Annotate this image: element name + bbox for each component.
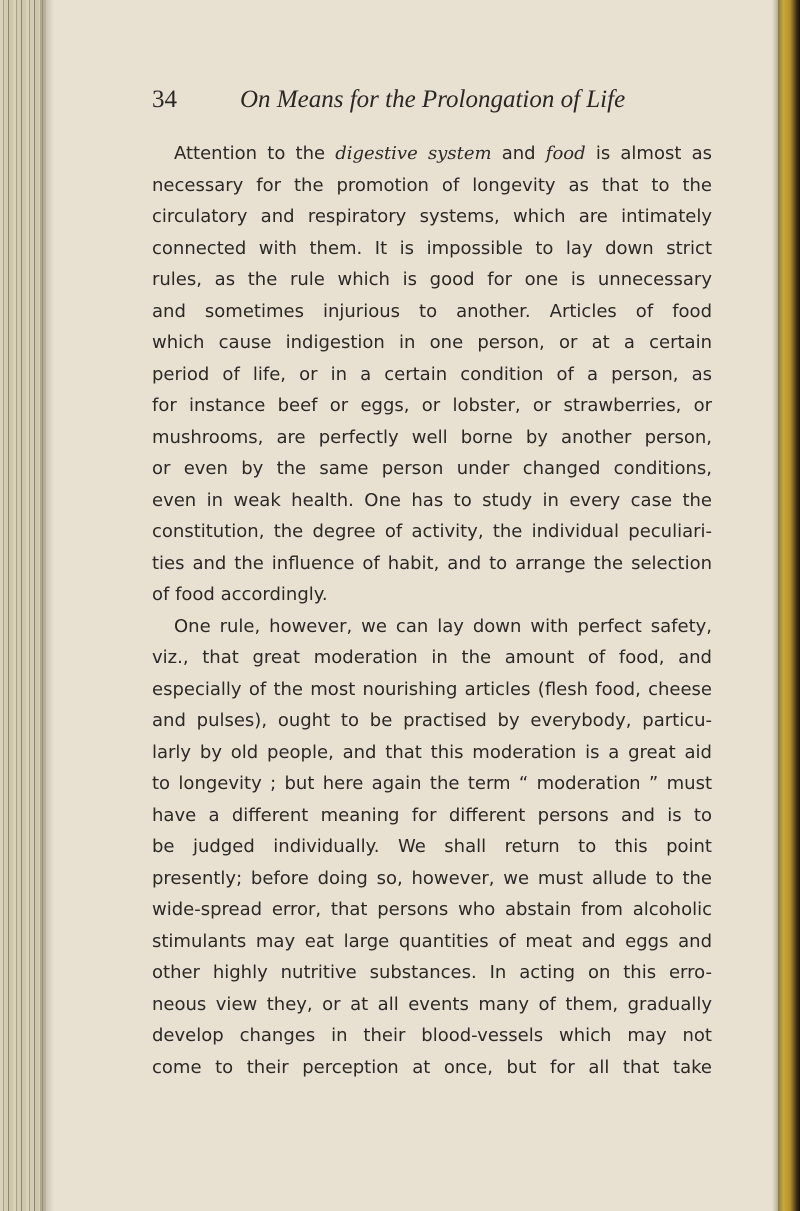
- emphasis: digestive system: [335, 143, 492, 164]
- text-line: of food accordingly.: [152, 584, 328, 605]
- paragraph: [152, 138, 712, 611]
- text-line: ties and the influence of habit, and to arrange the selection: [152, 552, 712, 574]
- text-line: for instance beef or eggs, or lobster, or strawberries, or: [152, 395, 712, 416]
- text-line: neous view they, or at all events many of them, gradually: [152, 993, 712, 1015]
- text-line: One rule, however, we can lay down with perfect safety,: [174, 615, 712, 637]
- text-line: have a different meaning for different persons and is to: [152, 804, 712, 826]
- text-line: necessary for the promotion of longevity as that to the: [152, 174, 712, 196]
- paragraph: [152, 611, 712, 1084]
- text-line: constitution, the degree of activity, the individual peculiari-: [152, 521, 712, 542]
- text-line: which cause indigestion in one person, or at a certain: [152, 332, 712, 353]
- emphasis: food: [545, 143, 586, 164]
- page-number: 34: [152, 86, 177, 113]
- text-line: viz., that great moderation in the amount of food, and: [152, 647, 712, 668]
- text-line: be judged individually. We shall return to this point: [152, 836, 712, 857]
- text-line: mushrooms, are perfectly well borne by another person,: [152, 426, 712, 448]
- text-line: and pulses), ought to be practised by everybody, particu-: [152, 710, 712, 731]
- page-header: [152, 86, 712, 138]
- gutter-shadow: [40, 0, 54, 1211]
- text-line: Attention to the digestive system and food is almost as: [174, 143, 713, 164]
- text-line: or even by the same person under changed conditions,: [152, 458, 712, 479]
- running-title: On Means for the Prolongation of Life: [240, 86, 626, 113]
- text-line: connected with them. It is impossible to lay down strict: [152, 237, 712, 259]
- text-line: presently; before doing so, however, we must allude to the: [152, 867, 712, 889]
- body-text: [152, 138, 712, 1083]
- text-line: other highly nutritive substances. In acting on this erro-: [152, 962, 712, 983]
- text-line: wide-spread error, that persons who abstain from alcoholic: [152, 899, 712, 920]
- text-line: larly by old people, and that this moderation is a great aid: [152, 741, 712, 763]
- text-line: come to their perception at once, but for all that take: [152, 1056, 712, 1078]
- text-line: especially of the most nourishing articles (flesh food, cheese: [152, 678, 712, 700]
- text-line: develop changes in their blood-vessels which may not: [152, 1025, 712, 1046]
- text-line: rules, as the rule which is good for one is unnecessary: [152, 269, 712, 290]
- book-page-edge: [778, 0, 800, 1211]
- text-line: period of life, or in a certain condition of a person, as: [152, 363, 712, 385]
- text-line: even in weak health. One has to study in every case the: [152, 489, 712, 511]
- text-line: and sometimes injurious to another. Articles of food: [152, 300, 712, 322]
- text-line: to longevity ; but here again the term “ moderation ” must: [152, 773, 712, 794]
- text-line: stimulants may eat large quantities of meat and eggs and: [152, 930, 712, 952]
- text-line: circulatory and respiratory systems, which are intimately: [152, 206, 712, 227]
- book-page: [152, 86, 712, 1083]
